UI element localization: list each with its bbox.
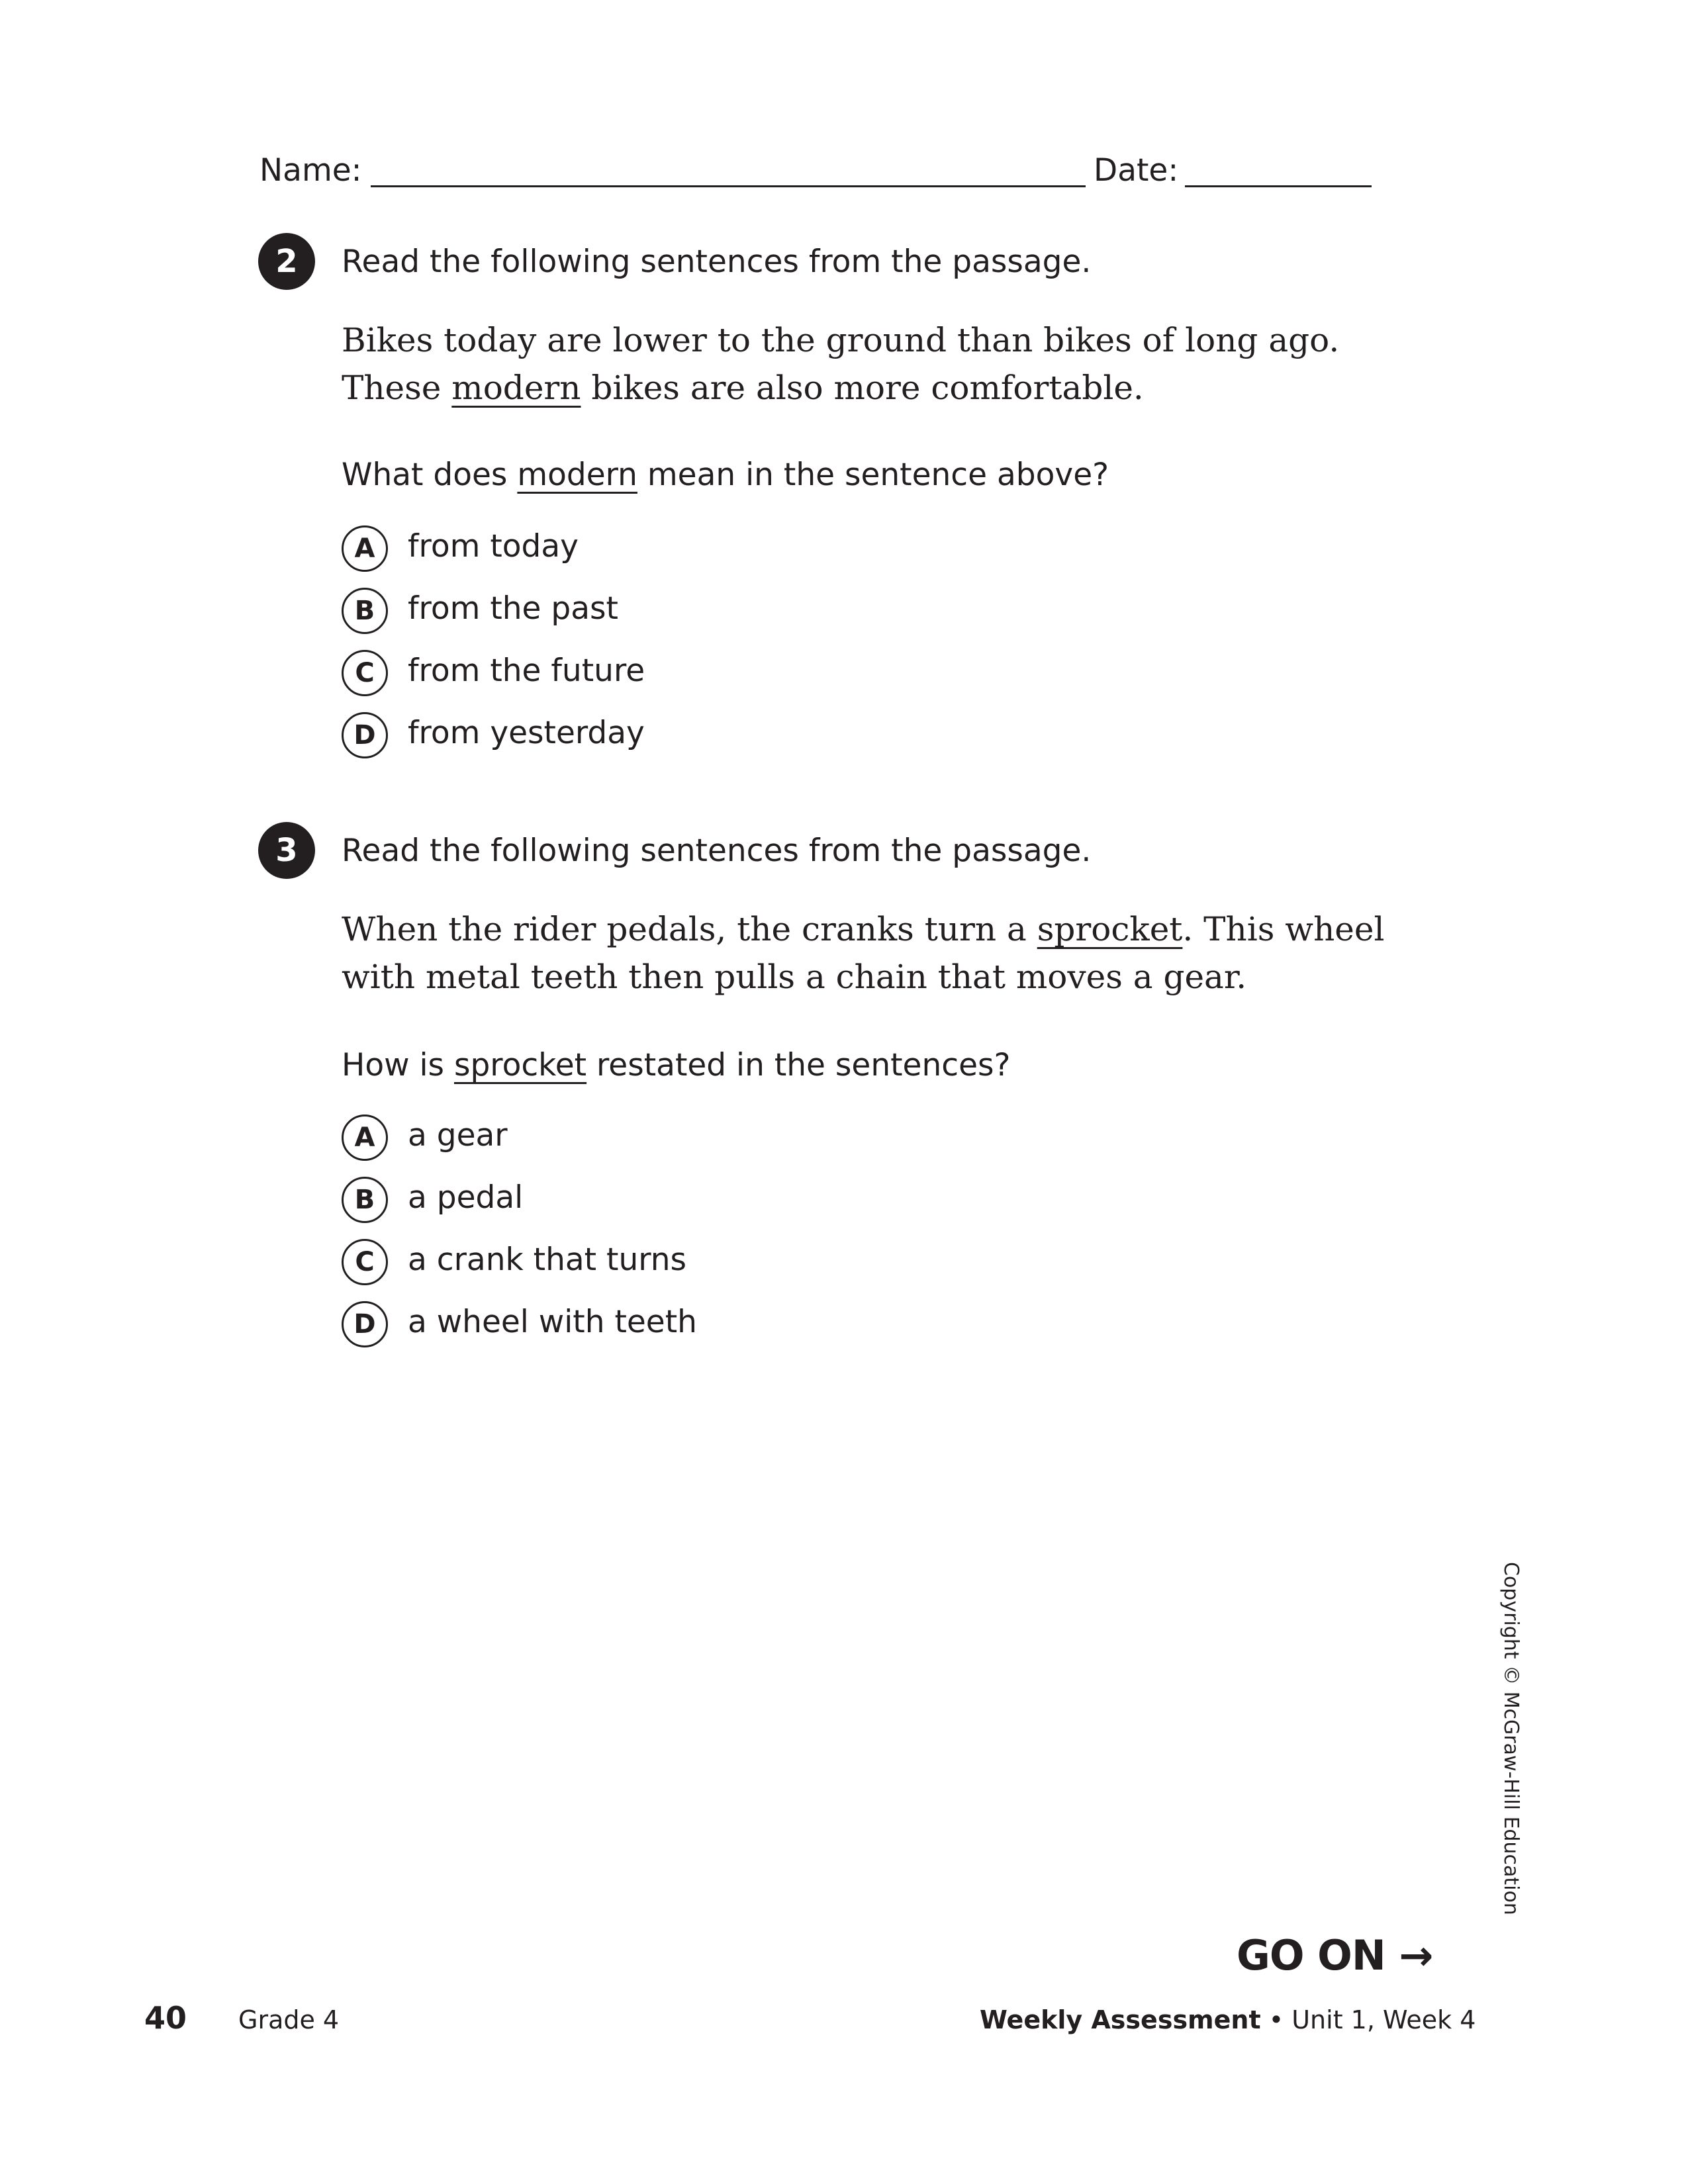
passage-text: When the rider pedals, the cranks turn a [342, 910, 1037, 948]
question-text [342, 455, 1109, 495]
question-text-part: mean in the sentence above? [637, 457, 1109, 493]
passage-text: . This wheel with metal teeth then pulls a chain that moves a gear. [342, 910, 1385, 996]
choice-text: from the past [408, 590, 618, 627]
choice-bubble[interactable]: A [342, 525, 388, 572]
arrow-right-icon: → [1399, 1931, 1433, 1979]
vocabulary-word: sprocket [1037, 910, 1183, 948]
footer-separator: • [1260, 2005, 1292, 2034]
choice-bubble[interactable]: B [342, 1177, 388, 1223]
passage-excerpt [342, 316, 1427, 412]
choice-bubble[interactable]: C [342, 650, 388, 696]
date-label: Date: [1094, 152, 1179, 189]
unit-week-label: Unit 1, Week 4 [1291, 2005, 1476, 2034]
question-text-part: How is [342, 1047, 454, 1083]
page-number: 40 [144, 2000, 187, 2036]
name-field-line[interactable] [371, 185, 1086, 187]
vocabulary-word: modern [451, 369, 581, 407]
passage-text: bikes are also more comfortable. [581, 369, 1144, 407]
vocabulary-word: modern [517, 457, 637, 493]
choice-bubble[interactable]: A [342, 1115, 388, 1161]
assessment-label [980, 2005, 1476, 2034]
question-prompt: Read the following sentences from the passage. [342, 833, 1092, 869]
choice-text: from today [408, 528, 579, 565]
question-number-badge: 2 [258, 233, 315, 290]
choice-bubble[interactable]: B [342, 588, 388, 634]
question-number-badge: 3 [258, 822, 315, 879]
choice-bubble[interactable]: C [342, 1239, 388, 1285]
choice-text: from the future [408, 653, 645, 689]
go-on-prompt [1237, 1931, 1432, 1979]
choice-bubble[interactable]: D [342, 1301, 388, 1347]
question-prompt: Read the following sentences from the passage. [342, 244, 1092, 280]
vocabulary-word: sprocket [453, 1047, 587, 1083]
question-text-part: restated in the sentences? [586, 1047, 1011, 1083]
date-field-line[interactable] [1185, 185, 1372, 187]
assessment-title: Weekly Assessment [980, 2005, 1261, 2034]
choice-text: a wheel with teeth [408, 1304, 697, 1340]
choice-text: a crank that turns [408, 1242, 687, 1278]
choice-bubble[interactable]: D [342, 712, 388, 758]
copyright-notice: Copyright © McGraw-Hill Education [1499, 1562, 1523, 1915]
go-on-label: GO ON [1237, 1931, 1385, 1979]
choice-text: a gear [408, 1117, 508, 1154]
choice-text: from yesterday [408, 715, 645, 751]
passage-text: Bikes today are lower to the ground than bikes of long ago. These [342, 321, 1340, 407]
passage-excerpt [342, 905, 1427, 1001]
question-text-part: What does [342, 457, 518, 493]
choice-text: a pedal [408, 1179, 524, 1216]
grade-label: Grade 4 [238, 2005, 340, 2034]
question-text [342, 1046, 1010, 1085]
name-label: Name: [259, 152, 362, 189]
